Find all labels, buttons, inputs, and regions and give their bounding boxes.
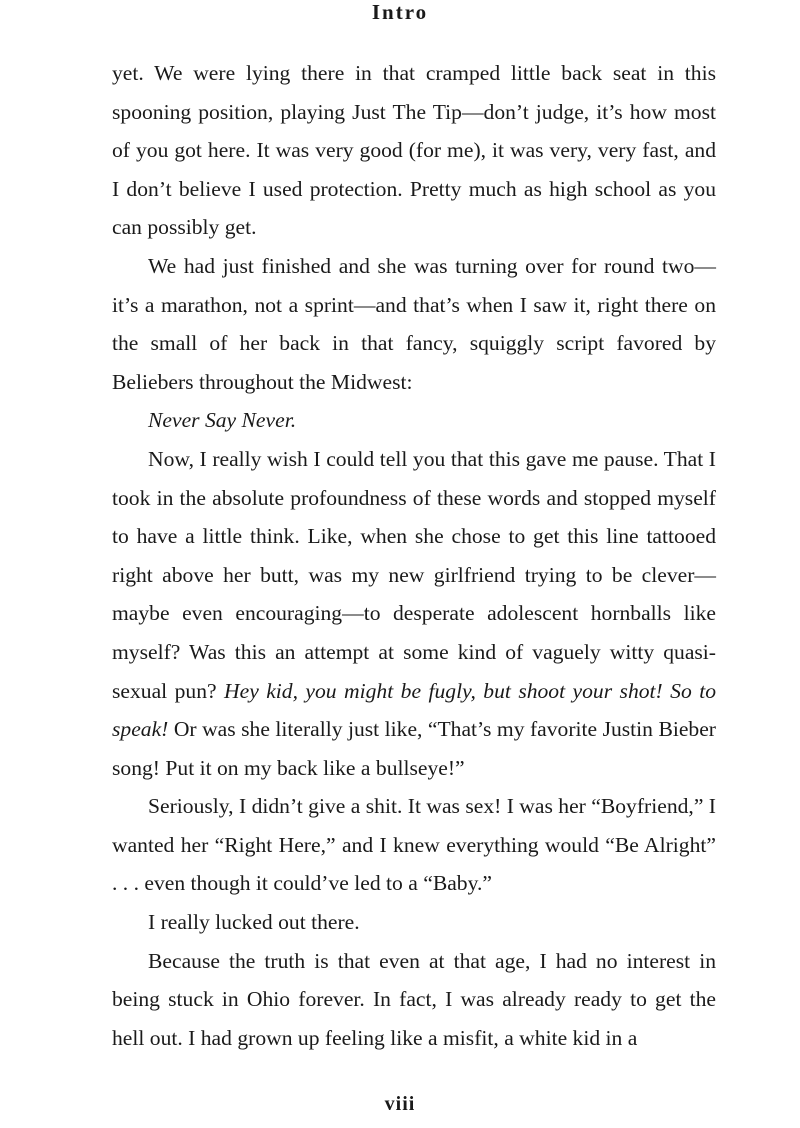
- paragraph-text: Or was she literally just like, “That’s my favorite Justin Bieber song! Put it on my back like a bullseye!”: [112, 717, 716, 780]
- paragraph: I really lucked out there.: [148, 910, 360, 935]
- paragraph: yet. We were lying there in that cramped little back seat in this spooning position, playing Just The Tip—don’t judge, it’s how most of you got here. It was very good (for me), it was very, very fast, and I don’t believe I used protection. Pretty much as high school as you can possibly get.: [112, 61, 716, 240]
- paragraph: Seriously, I didn’t give a shit. It was sex! I was her “Boyfriend,” I wanted her “Right Here,” and I knew everything would “Be Alright” . . . even though it could’ve led to a “Baby.”: [112, 794, 716, 896]
- italic-aside: Hey kid, you might be fugly, but shoot your shot! So to speak!: [112, 678, 716, 742]
- paragraph: Because the truth is that even at that age, I had no interest in being stuck in Ohio forever. In fact, I was already ready to get the hell out. I had grown up feeling like a misfit, a white kid in a: [112, 948, 716, 1050]
- tattoo-quote: Never Say Never.: [148, 408, 297, 433]
- paragraph-italic-quote: [112, 401, 716, 440]
- page-body: [112, 54, 716, 1057]
- paragraph: [112, 440, 716, 787]
- running-head: Intro: [371, 0, 429, 24]
- page-number: viii: [384, 1093, 416, 1115]
- paragraph: We had just finished and she was turning over for round two—it’s a marathon, not a sprint—and that’s when I saw it, right there on the small of her back in that fancy, squiggly script favored by Beliebers throughout the Midwest:: [112, 253, 716, 394]
- paragraph-text: Now, I really wish I could tell you that this gave me pause. That I took in the absolute profoundness of these words and stopped myself to have a little think. Like, when she chose to get this line tattooed right above her butt, was my new girlfriend trying to be clever—maybe even encouraging—to desperate adolescent hornballs like myself? Was this an attempt at some kind of vaguely witty quasi-sexual pun?: [112, 446, 716, 703]
